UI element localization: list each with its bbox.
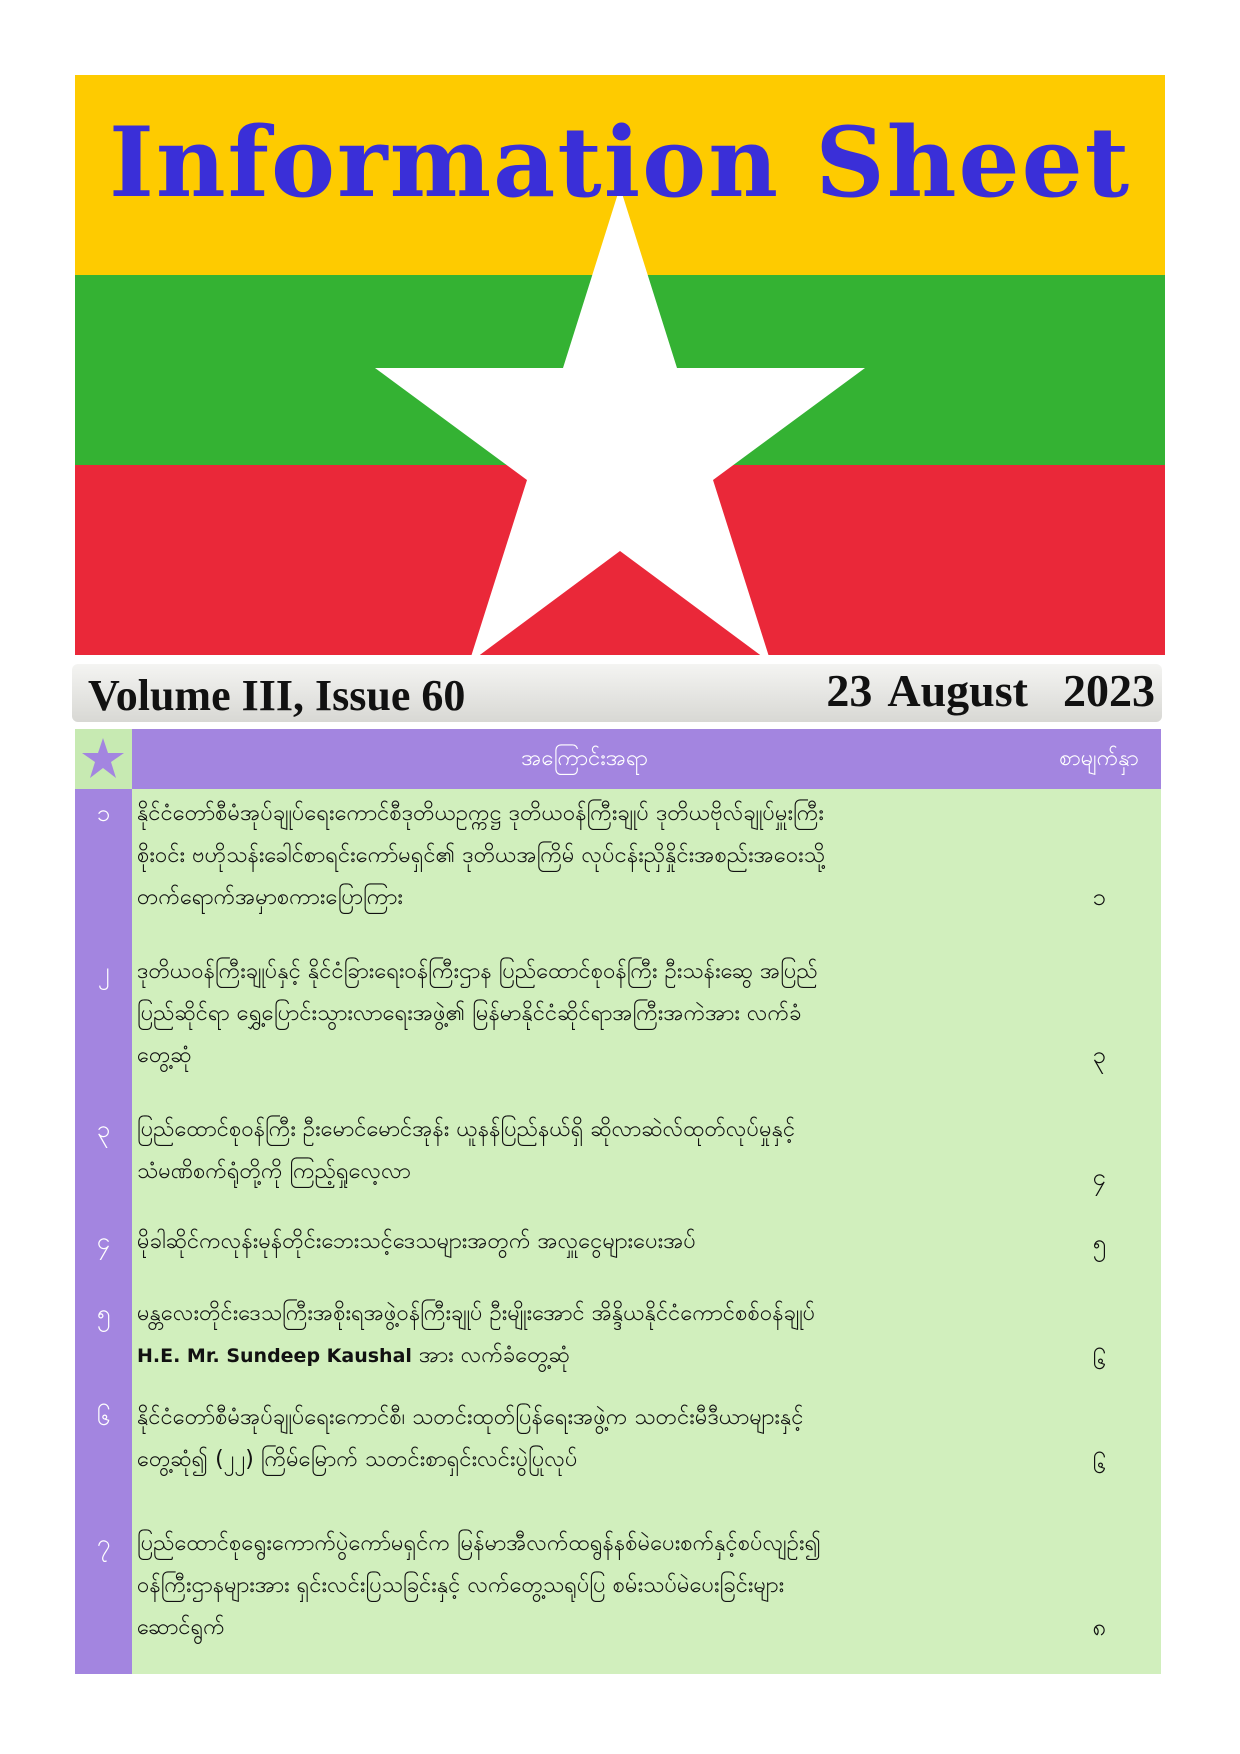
- banner-title: Information Sheet: [108, 106, 1132, 219]
- toc-item-line: တွေ့ဆုံ၍ (၂၂) ကြိမ်မြောက် သတင်းစာရှင်းလင်းပွဲပြုလုပ်: [137, 1447, 578, 1472]
- toc-item-line: ဝန်ကြီးဌာနများအား ရှင်းလင်းပြသခြင်းနှင့် လက်တွေ့သရုပ်ပြ စမ်းသပ်မဲပေးခြင်းများ: [137, 1573, 785, 1598]
- toc-item-line: တက်ရောက်အမှာစကားပြောကြား: [137, 885, 403, 910]
- flag-banner: [75, 75, 1165, 655]
- volume-issue: Volume III, Issue 60: [88, 671, 466, 720]
- toc-item-line: မန္တလေးတိုင်းဒေသကြီးအစိုးရအဖွဲ့ဝန်ကြီးချုပ် ဦးမျိုးအောင် အိန္ဒိယနိုင်ငံကောင်စစ်ဝန်ချုပ်: [137, 1301, 816, 1326]
- table-of-contents: [75, 729, 1161, 1674]
- toc-item-page: ၄: [1092, 1163, 1106, 1191]
- toc-item-line: [137, 1335, 1005, 1377]
- toc-item-page: ၆: [1092, 1347, 1106, 1375]
- toc-item-line: ပြည်ထောင်စုဝန်ကြီး ဦးမောင်မောင်အုန်း ယူနန်ပြည်နယ်ရှိ ဆိုလာဆဲလ်ထုတ်လုပ်မှုနှင့်: [137, 1117, 796, 1142]
- toc-item-line-tail: အား လက်ခံတွေ့ဆုံ: [411, 1343, 570, 1368]
- toc-item-page: ၆: [1092, 1451, 1106, 1479]
- toc-item-page: ၅: [1092, 1229, 1106, 1257]
- toc-item-line: မိုခါဆိုင်ကလုန်းမုန်တိုင်းဘေးသင့်ဒေသများအတွက် အလှူငွေများပေးအပ်: [137, 1229, 696, 1254]
- purple-star-icon: [81, 736, 125, 780]
- toc-item-text: [137, 1523, 1005, 1649]
- toc-item-english-name: H.E. Mr. Sundeep Kaushal: [137, 1345, 412, 1367]
- toc-item-text: [137, 1221, 1005, 1263]
- toc-item-number: ၄: [96, 1227, 111, 1255]
- toc-item-line: သံမဏိစက်ရုံတို့ကို ကြည့်ရှုလေ့လာ: [137, 1159, 411, 1184]
- toc-item-number: ၆: [96, 1403, 111, 1431]
- toc-item-number: ၂: [97, 957, 110, 985]
- toc-item-number: ၃: [96, 1115, 111, 1143]
- toc-item-line: နိုင်ငံတော်စီမံအုပ်ချုပ်ရေးကောင်စီ၊ သတင်းထုတ်ပြန်ရေးအဖွဲ့က သတင်းမီဒီယာများနှင့်: [137, 1405, 804, 1430]
- toc-item-text: [137, 1397, 1005, 1481]
- toc-item-line: ပြည်ထောင်စုရွေးကောက်ပွဲကော်မရှင်က မြန်မာအီလက်ထရွန်နစ်မဲပေးစက်နှင့်စပ်လျဉ်း၍: [137, 1531, 822, 1556]
- toc-header-page: စာမျက်နှာ: [1059, 746, 1139, 771]
- toc-star-cell: [75, 729, 132, 789]
- toc-item-line: နိုင်ငံတော်စီမံအုပ်ချုပ်ရေးကောင်စီဒုတိယဥက္ကဋ္ဌ ဒုတိယဝန်ကြီးချုပ် ဒုတိယဗိုလ်ချုပ်မှူးကြီး: [137, 801, 824, 826]
- toc-item-line: တွေ့ဆုံ: [137, 1043, 192, 1068]
- toc-item-page: ၁: [1092, 883, 1106, 911]
- issue-date: 23 August 2023: [826, 665, 1155, 716]
- toc-item-text: [137, 793, 1005, 919]
- toc-item-line: စိုးဝင်း ဗဟိုသန်းခေါင်စာရင်းကော်မရှင်၏ ဒုတိယအကြိမ် လုပ်ငန်းညှိနှိုင်းအစည်းအဝေးသို့: [137, 843, 826, 868]
- toc-item-line: ဒုတိယဝန်ကြီးချုပ်နှင့် နိုင်ငံခြားရေးဝန်ကြီးဌာန ပြည်ထောင်စုဝန်ကြီး ဦးသန်းဆွေ အပြည်: [137, 959, 818, 984]
- toc-item-page: ၃: [1092, 1041, 1106, 1069]
- toc-item-text: [137, 951, 1005, 1077]
- toc-item-text: [137, 1293, 1005, 1377]
- toc-item-number: ၅: [96, 1299, 111, 1327]
- toc-item-line: ပြည်ဆိုင်ရာ ရွှေ့ပြောင်းသွားလာရေးအဖွဲ့၏ မြန်မာနိုင်ငံဆိုင်ရာအကြီးအကဲအား လက်ခံ: [137, 1001, 802, 1026]
- toc-item-page: ၈: [1092, 1613, 1106, 1641]
- toc-item-number: ၇: [96, 1529, 111, 1557]
- toc-header-content: အကြောင်းအရာ: [521, 746, 648, 771]
- toc-header: [75, 729, 1161, 789]
- toc-item-text: [137, 1109, 1005, 1193]
- toc-item-line: ဆောင်ရွက်: [137, 1615, 225, 1640]
- toc-item-number: ၁: [96, 799, 111, 827]
